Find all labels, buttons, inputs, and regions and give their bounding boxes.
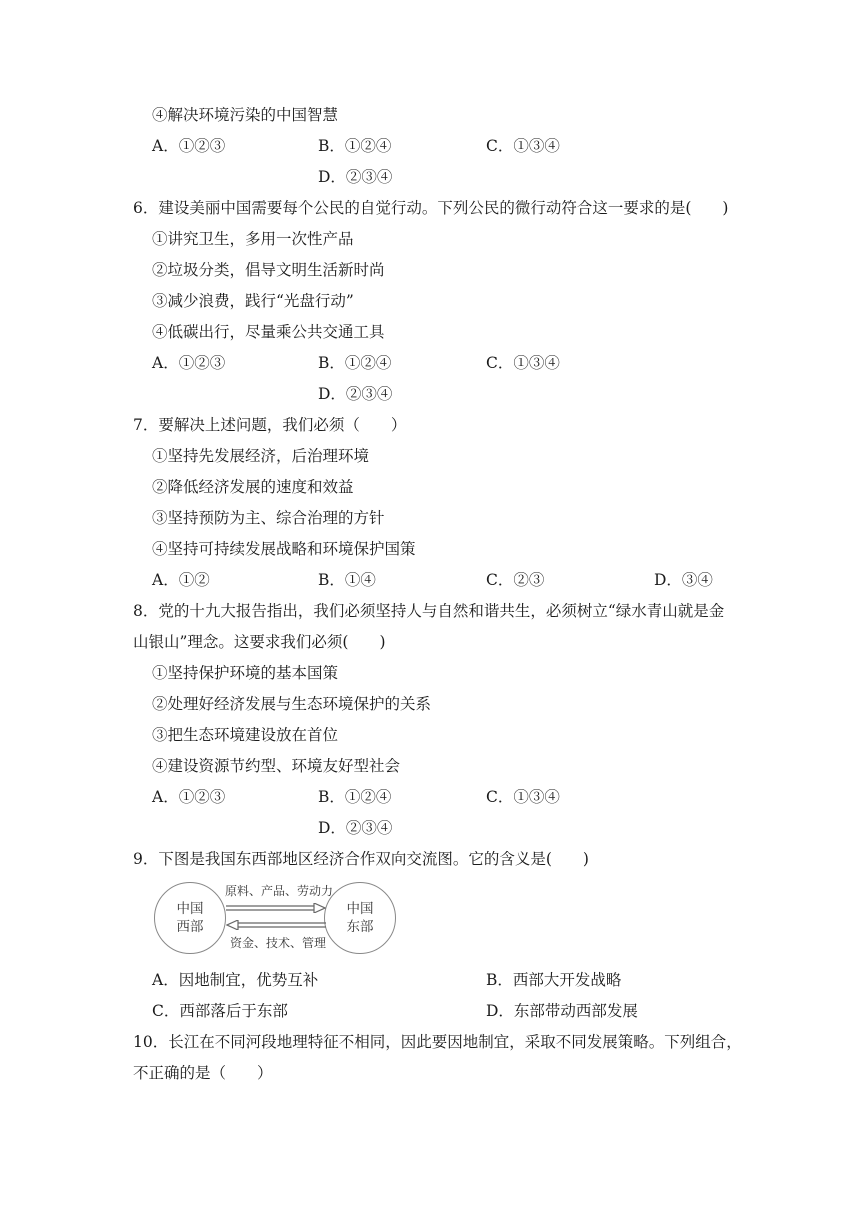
q9-option-b[interactable]: B．西部大开发战略 xyxy=(486,971,622,989)
west-circle xyxy=(154,882,226,954)
west-label-line-2: 西部 xyxy=(176,919,204,935)
q5-option-a[interactable]: A．①②③ xyxy=(152,137,226,155)
west-label-line-1: 中国 xyxy=(176,901,204,917)
q8-option-a[interactable]: A．①②③ xyxy=(152,788,226,806)
q5-option-d[interactable]: D．②③④ xyxy=(318,168,393,186)
q7-stem: 7．要解决上述问题，我们必须（ ） xyxy=(133,416,407,434)
arrow-right-icon xyxy=(226,903,326,913)
q7-option-c[interactable]: C．②③ xyxy=(486,571,545,589)
q6-statement-1: ①讲究卫生，多用一次性产品 xyxy=(152,230,354,248)
q7-statement-1: ①坚持先发展经济，后治理环境 xyxy=(152,447,370,465)
exchange-diagram xyxy=(152,876,402,962)
q8-option-d[interactable]: D．②③④ xyxy=(318,819,393,837)
q9-option-d[interactable]: D．东部带动西部发展 xyxy=(486,1002,638,1020)
q7-option-b[interactable]: B．①④ xyxy=(318,571,376,589)
q8-stem-line-2: 山银山”理念。这要求我们必须( ) xyxy=(133,633,386,651)
q9-option-a[interactable]: A．因地制宜，优势互补 xyxy=(152,971,319,989)
q7-statement-3: ③坚持预防为主、综合治理的方针 xyxy=(152,509,385,527)
q8-option-c[interactable]: C．①③④ xyxy=(486,788,560,806)
q7-statement-4: ④坚持可持续发展战略和环境保护国策 xyxy=(152,540,416,558)
bottom-flow-label: 资金、技术、管理 xyxy=(230,936,327,950)
q6-stem: 6．建设美丽中国需要每个公民的自觉行动。下列公民的微行动符合这一要求的是( ) xyxy=(133,199,729,217)
q5-option-c[interactable]: C．①③④ xyxy=(486,137,560,155)
q7-option-a[interactable]: A．①② xyxy=(152,571,210,589)
q8-statement-4: ④建设资源节约型、环境友好型社会 xyxy=(152,757,401,775)
q6-option-b[interactable]: B．①②④ xyxy=(318,354,392,372)
q5-statement-4: ④解决环境污染的中国智慧 xyxy=(152,106,339,124)
q6-option-c[interactable]: C．①③④ xyxy=(486,354,560,372)
q6-statement-2: ②垃圾分类，倡导文明生活新时尚 xyxy=(152,261,385,279)
q8-statement-2: ②处理好经济发展与生态环境保护的关系 xyxy=(152,695,432,713)
q8-stem-line-1: 8．党的十九大报告指出，我们必须坚持人与自然和谐共生，必须树立“绿水青山就是金 xyxy=(133,602,725,620)
q6-statement-4: ④低碳出行，尽量乘公共交通工具 xyxy=(152,323,385,341)
q8-option-b[interactable]: B．①②④ xyxy=(318,788,392,806)
east-label-line-1: 中国 xyxy=(346,901,374,917)
q10-stem-line-1: 10．长江在不同河段地理特征不相同，因此要因地制宜，采取不同发展策略。下列组合， xyxy=(133,1033,742,1051)
q9-option-c[interactable]: C．西部落后于东部 xyxy=(152,1002,288,1020)
q8-statement-1: ①坚持保护环境的基本国策 xyxy=(152,664,339,682)
top-flow-label: 原料、产品、劳动力 xyxy=(225,884,334,898)
east-circle xyxy=(324,882,396,954)
q7-statement-2: ②降低经济发展的速度和效益 xyxy=(152,478,354,496)
q5-option-b[interactable]: B．①②④ xyxy=(318,137,392,155)
q6-option-d[interactable]: D．②③④ xyxy=(318,385,393,403)
arrow-left-icon xyxy=(226,920,326,930)
q10-stem-line-2: 不正确的是（ ） xyxy=(133,1064,273,1082)
east-label-line-2: 东部 xyxy=(346,919,374,935)
q7-option-d[interactable]: D．③④ xyxy=(654,571,713,589)
q6-option-a[interactable]: A．①②③ xyxy=(152,354,226,372)
q8-statement-3: ③把生态环境建设放在首位 xyxy=(152,726,339,744)
q9-stem: 9．下图是我国东西部地区经济合作双向交流图。它的含义是( ) xyxy=(133,850,589,868)
q6-statement-3: ③减少浪费，践行“光盘行动” xyxy=(152,292,354,310)
